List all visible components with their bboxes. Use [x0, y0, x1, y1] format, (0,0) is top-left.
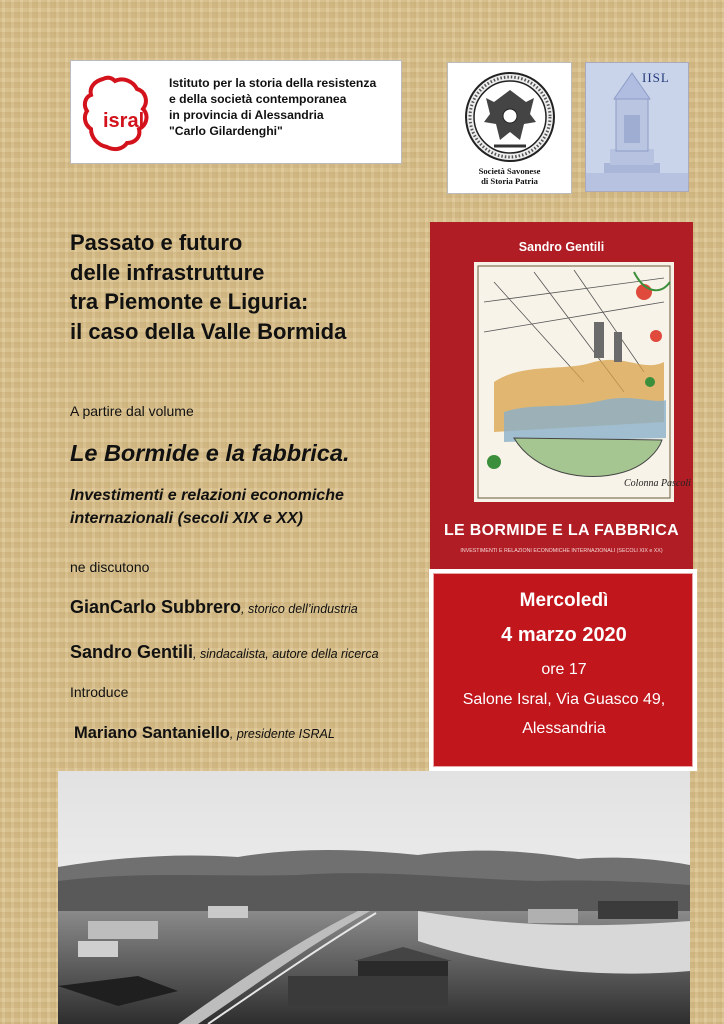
event-time: ore 17: [541, 661, 587, 678]
seal-icon: [464, 68, 556, 166]
event-city: Alessandria: [522, 720, 606, 737]
book-subtitle: [70, 484, 420, 530]
seal-caption-line: Società Savonese: [478, 166, 541, 176]
speaker-name: Sandro Gentili: [70, 642, 194, 662]
book-cover: [430, 222, 693, 572]
event-info-panel: [433, 573, 693, 767]
event-title: [70, 228, 420, 346]
host: [74, 724, 335, 743]
isral-line: "Carlo Gilardenghi": [169, 124, 283, 138]
introduce-label: Introduce: [70, 684, 129, 700]
isral-name: [169, 75, 397, 139]
book-title: Le Bormide e la fabbrica.: [70, 440, 350, 466]
cover-illustration: [474, 262, 691, 502]
speaker: [70, 597, 358, 618]
iisl-label: IISL: [642, 70, 670, 85]
event-date: 4 marzo 2020: [501, 624, 627, 646]
valley-photo: [58, 771, 690, 1024]
cover-title: LE BORMIDE E LA FABBRICA: [443, 522, 680, 539]
event-title-line: tra Piemonte e Liguria:: [70, 289, 309, 314]
cover-author: Sandro Gentili: [518, 240, 605, 254]
event-title-line: delle infrastrutture: [70, 259, 265, 285]
event-day: Mercoledì: [519, 590, 609, 611]
seal-caption: [448, 166, 571, 186]
book-subtitle-line: internazionali (secoli XIX e XX): [70, 510, 303, 527]
book-subtitle-line: Investimenti e relazioni economiche: [70, 487, 344, 504]
speaker-name: GianCarlo Subbrero: [70, 597, 242, 617]
savona-society-logo: [447, 62, 572, 194]
speaker: [70, 642, 379, 663]
cover-signature: Colonna Pascoli: [624, 478, 691, 489]
host-role: , presidente ISRAL: [229, 727, 335, 741]
discuss-label: ne discutono: [70, 559, 150, 575]
event-venue: Salone Isral, Via Guasco 49,: [462, 691, 666, 708]
isral-logo: [70, 60, 402, 164]
iisl-logo: [585, 62, 689, 192]
piedmont-map-icon: [79, 73, 157, 153]
intro-label: A partire dal volume: [70, 403, 194, 419]
event-title-line: Passato e futuro: [70, 230, 243, 255]
event-info-box: [429, 569, 697, 771]
isral-line: in provincia di Alessandria: [169, 108, 324, 122]
speaker-role: , storico dell’industria: [241, 602, 358, 616]
isral-line: e della società contemporanea: [169, 92, 347, 106]
isral-line: Istituto per la storia della resistenza: [169, 76, 377, 90]
host-name: Mariano Santaniello: [74, 724, 230, 742]
seal-caption-line: di Storia Patria: [481, 176, 538, 186]
speaker-role: , sindacalista, autore della ricerca: [193, 647, 379, 661]
isral-emblem-text: isral: [103, 110, 145, 132]
event-title-line: il caso della Valle Bormida: [70, 318, 347, 344]
cover-subtitle: INVESTIMENTI E RELAZIONI ECONOMICHE INTERNAZIONALI (SECOLI XIX e XX): [460, 548, 663, 554]
